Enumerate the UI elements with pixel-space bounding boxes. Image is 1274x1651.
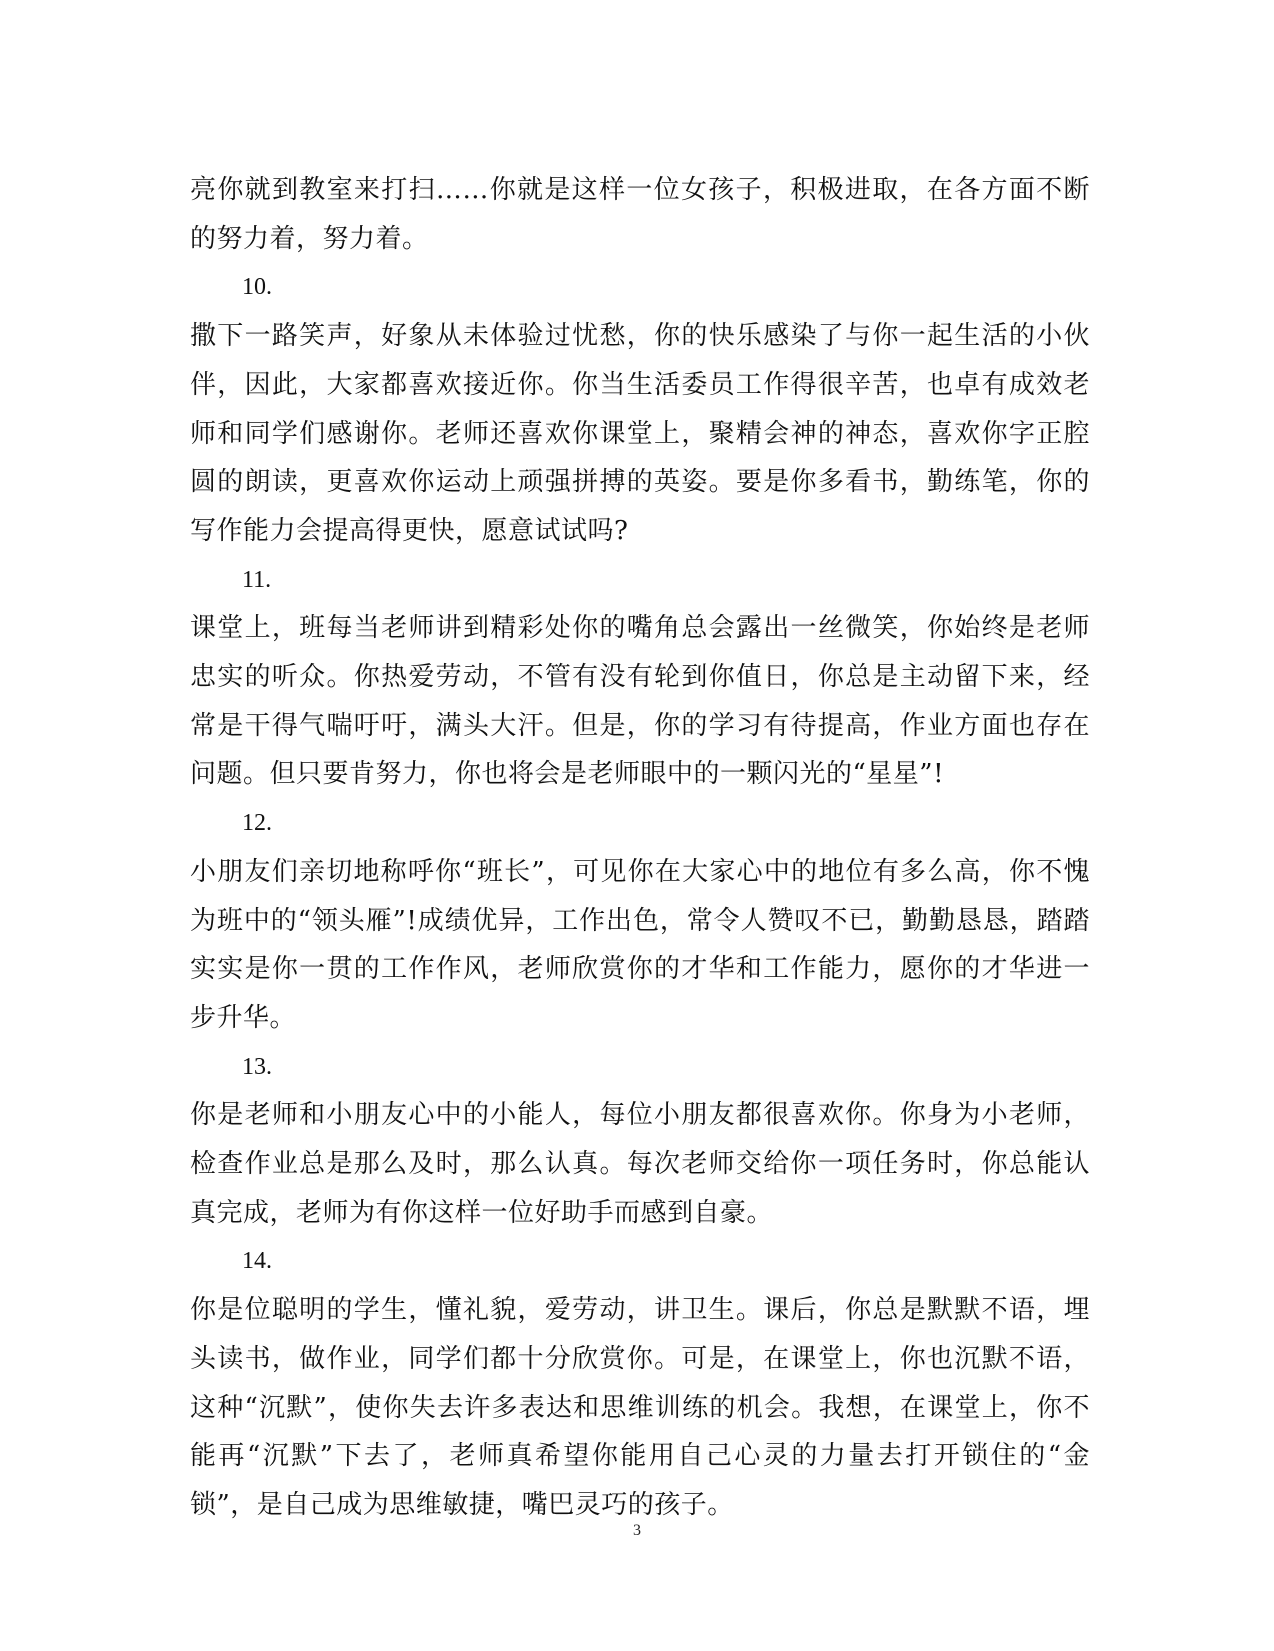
- paragraph: 你是位聪明的学生，懂礼貌，爱劳动，讲卫生。课后，你总是默默不语，埋头读书，做作业，同学们都十分欣赏你。可是，在课堂上，你也沉默不语，这种“沉默”，使你失去许多表达和思维训练的机会。我想，在课堂上，你不能再“沉默”下去了，老师真希望你能用自己心灵的力量去打开锁住的“金锁”，是自己成为思维敏捷，嘴巴灵巧的孩子。: [190, 1295, 1090, 1520]
- paragraph: 亮你就到教室来打扫……你就是这样一位女孩子，积极进取，在各方面不断的努力着，努力着。: [190, 175, 1090, 254]
- paragraph: 你是老师和小朋友心中的小能人，每位小朋友都很喜欢你。你身为小老师，检查作业总是那么及时，那么认真。每次老师交给你一项任务时，你总能认真完成，老师为有你这样一位好助手而感到自豪。: [190, 1100, 1090, 1228]
- document-body: [190, 166, 1090, 1530]
- item-number: 12.: [242, 810, 272, 837]
- paragraph: 撒下一路笑声，好象从未体验过忧愁，你的快乐感染了与你一起生活的小伙伴，因此，大家都喜欢接近你。你当生活委员工作得很辛苦，也卓有成效老师和同学们感谢你。老师还喜欢你课堂上，聚精会神的神态，喜欢你字正腔圆的朗读，更喜欢你运动上顽强拼搏的英姿。要是你多看书，勤练笔，你的写作能力会提高得更快，愿意试试吗?: [190, 321, 1090, 546]
- paragraph: 小朋友们亲切地称呼你“班长”，可见你在大家心中的地位有多么高，你不愧为班中的“领头雁”!成绩优异，工作出色，常令人赞叹不已，勤勤恳恳，踏踏实实是你一贯的工作作风，老师欣赏你的才华和工作能力，愿你的才华进一步升华。: [190, 856, 1090, 1033]
- item-number: 11.: [242, 566, 272, 593]
- paragraph: 课堂上，班每当老师讲到精彩处你的嘴角总会露出一丝微笑，你始终是老师忠实的听众。你热爱劳动，不管有没有轮到你值日，你总是主动留下来，经常是干得气喘吁吁，满头大汗。但是，你的学习有待提高，作业方面也存在问题。但只要肯努力，你也将会是老师眼中的一颗闪光的“星星”!: [190, 613, 1090, 790]
- item-number: 10.: [242, 274, 272, 301]
- page-number: 3: [633, 1522, 641, 1539]
- item-number: 13.: [242, 1053, 272, 1080]
- item-number: 14.: [242, 1248, 272, 1275]
